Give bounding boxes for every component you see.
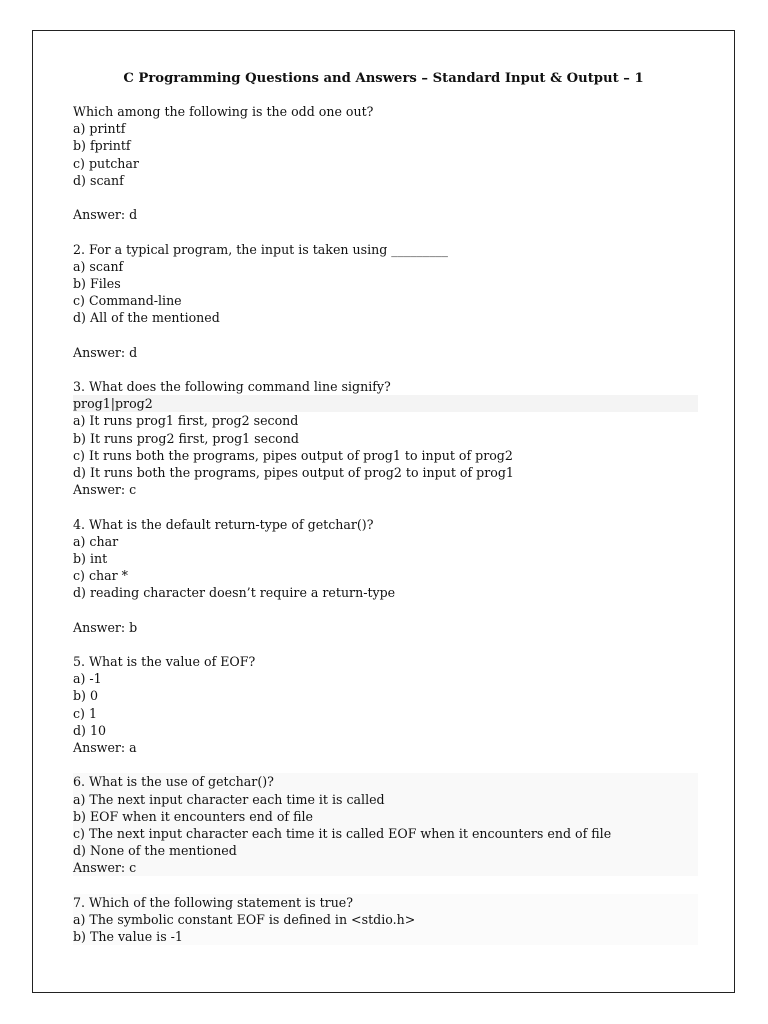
question-text: 5. What is the value of EOF? xyxy=(73,654,256,669)
option-a: a) scanf xyxy=(73,258,124,274)
option-a: a) It runs prog1 first, prog2 second xyxy=(73,413,299,429)
option-d: d) All of the mentioned xyxy=(73,310,220,326)
question-list xyxy=(73,103,698,945)
option-b: b) EOF when it encounters end of file xyxy=(73,808,313,824)
question-text: Which among the following is the odd one out? xyxy=(73,104,374,119)
question-block-5 xyxy=(73,653,698,756)
option-b: b) Files xyxy=(73,275,121,291)
option-b: b) 0 xyxy=(73,688,98,704)
answer-text: Answer: b xyxy=(73,619,138,635)
question-block-2 xyxy=(73,241,698,361)
option-b: b) It runs prog2 first, prog1 second xyxy=(73,430,299,446)
option-d: d) 10 xyxy=(73,722,107,738)
option-b: b) int xyxy=(73,550,108,566)
option-c: c) 1 xyxy=(73,705,97,721)
answer-text: Answer: d xyxy=(73,344,138,360)
option-b: b) The value is -1 xyxy=(73,929,183,944)
option-a: a) char xyxy=(73,533,119,549)
question-block-1 xyxy=(73,103,698,223)
question-text: 2. For a typical program, the input is taken using _________ xyxy=(73,241,448,257)
option-d: d) scanf xyxy=(73,172,124,188)
question-block-4 xyxy=(73,516,698,636)
option-a: a) -1 xyxy=(73,671,102,687)
question-block-7 xyxy=(73,894,698,946)
option-a: a) printf xyxy=(73,121,126,137)
question-text: 4. What is the default return-type of getchar()? xyxy=(73,516,374,532)
option-b: b) fprintf xyxy=(73,138,131,154)
code-snippet: prog1|prog2 xyxy=(73,395,698,412)
answer-text: Answer: c xyxy=(73,860,137,876)
question-block-6 xyxy=(73,773,698,876)
question-text: 3. What does the following command line signify? xyxy=(73,379,391,394)
option-c: c) It runs both the programs, pipes output of prog1 to input of prog2 xyxy=(73,447,513,463)
option-c: c) The next input character each time it is called EOF when it encounters end of file xyxy=(73,825,612,841)
answer-text: Answer: c xyxy=(73,482,137,498)
option-d: d) reading character doesn’t require a return-type xyxy=(73,585,396,601)
option-a: a) The next input character each time it is called xyxy=(73,791,385,807)
answer-text: Answer: a xyxy=(73,739,137,755)
option-c: c) Command-line xyxy=(73,293,182,309)
option-a: a) The symbolic constant EOF is defined in <stdio.h> xyxy=(73,911,416,927)
answer-text: Answer: d xyxy=(73,207,138,223)
question-text: 6. What is the use of getchar()? xyxy=(73,774,274,790)
option-c: c) putchar xyxy=(73,155,139,171)
option-d: d) It runs both the programs, pipes output of prog2 to input of prog1 xyxy=(73,464,514,480)
question-text: 7. Which of the following statement is true? xyxy=(73,894,354,910)
question-block-3 xyxy=(73,378,698,498)
page-title: C Programming Questions and Answers – Standard Input & Output – 1 xyxy=(123,71,644,86)
option-c: c) char * xyxy=(73,568,128,584)
document-page xyxy=(32,30,735,993)
option-d: d) None of the mentioned xyxy=(73,843,237,859)
